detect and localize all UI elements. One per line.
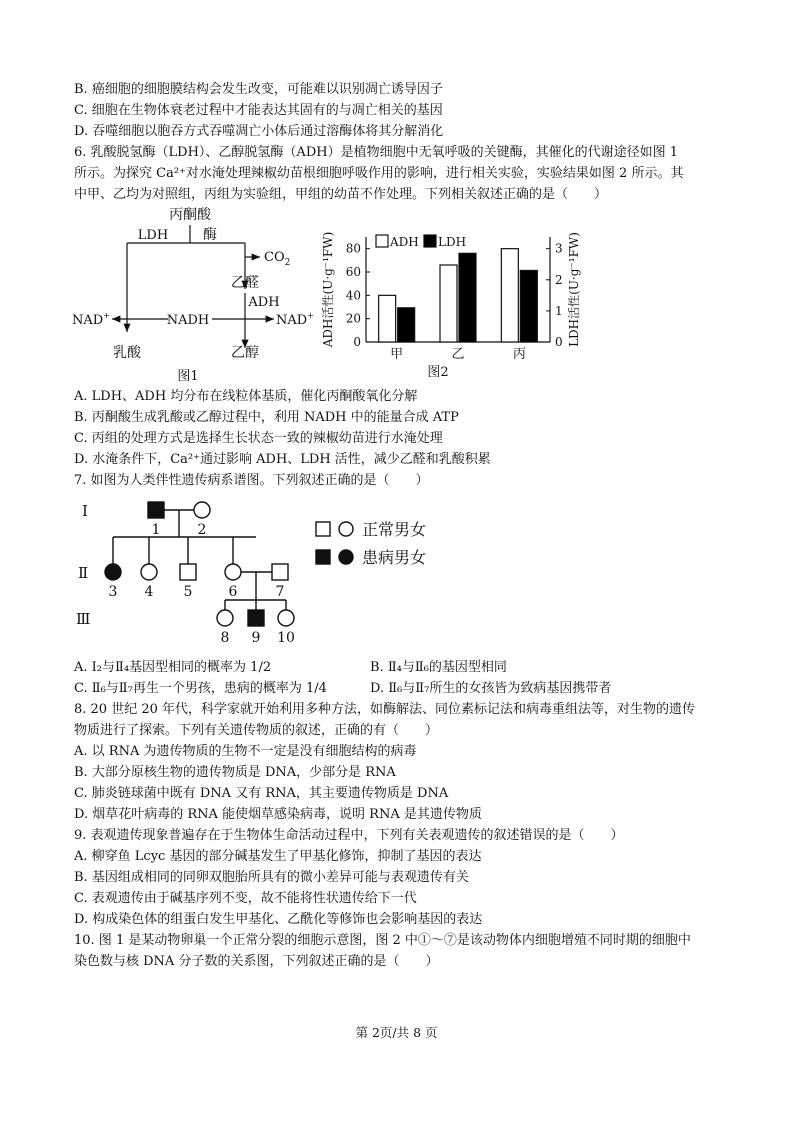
q9-stem: 9. 表观遗传现象普遍存在于生物体生命活动过程中，下列有关表观遗传的叙述错误的是（ ） [74, 828, 624, 843]
enzyme-label: 酶 [203, 227, 217, 243]
svg-text:5: 5 [183, 584, 193, 600]
q9-option-c: C. 表观遗传由于碱基序列不变，故不能将性状遗传给下一代 [74, 891, 417, 906]
q8-option-a: A. 以 RNA 为遗传物质的生物不一定是没有细胞结构的病毒 [74, 744, 417, 759]
ldh-label: LDH [137, 228, 169, 243]
q6-option-a: A. LDH、ADH 均分布在线粒体基质，催化丙酮酸氧化分解 [74, 389, 418, 404]
legend-label-adh: ADH [390, 235, 419, 249]
legend-affected-label: 患病男女 [362, 548, 427, 567]
gen-label-1: Ⅰ [82, 502, 88, 520]
figure-1-caption: 图1 [177, 369, 199, 384]
q6-stem-line-3: 中甲、乙均为对照组，丙组为实验组，甲组的幼苗不作处理。下列相关叙述正确的是（ ） [74, 187, 608, 202]
figure-1-pathway-diagram [70, 205, 325, 390]
svg-text:7: 7 [275, 584, 285, 600]
lactate-label: 乳酸 [113, 345, 141, 361]
gen-label-2: Ⅱ [78, 564, 89, 582]
nad-right-label: NAD+ [276, 311, 314, 328]
q7-option-a: A. Ⅰ₂与Ⅱ₄基因型相同的概率为 1/2 [74, 660, 272, 675]
right-axis-title: LDH活性(U·g⁻¹FW) [567, 232, 581, 347]
legend-swatch-ldh [424, 235, 436, 247]
svg-text:3: 3 [108, 584, 118, 600]
q5-option-c: C. 细胞在生物体衰老过程中才能表达其固有的与凋亡相关的基因 [74, 103, 443, 118]
svg-text:10: 10 [277, 630, 295, 646]
individual-7-normal-male [272, 564, 288, 580]
left-tick-label: 60 [345, 265, 361, 279]
bar-adh-2 [501, 249, 518, 342]
q9-option-b: B. 基因组成相同的同卵双胞胎所具有的微小差异可能与表观遗传有关 [74, 870, 469, 885]
page-footer: 第 2页/共 8 页 [355, 1025, 438, 1040]
right-tick-label: 1 [555, 303, 563, 318]
left-tick-label: 20 [345, 311, 361, 326]
bar-ldh-0 [398, 308, 415, 342]
bar-adh-0 [379, 295, 396, 342]
q6-stem-line-1: 6. 乳酸脱氢酶（LDH）、乙醇脱氢酶（ADH）是植物细胞中无氧呼吸的关键酶，其催化的代谢途径如图 1 [74, 145, 678, 160]
left-axis-title: ADH活性(U·g⁻¹FW) [321, 231, 335, 348]
q9-option-a: A. 柳穿鱼 Lcyc 基因的部分碱基发生了甲基化修饰，抑制了基因的表达 [74, 849, 482, 864]
bar-ldh-1 [459, 253, 476, 342]
q9-option-d: D. 构成染色体的组蛋白发生甲基化、乙酰化等修饰也会影响基因的表达 [74, 912, 483, 927]
svg-text:8: 8 [220, 630, 230, 646]
q6-stem-line-2: 所示。为探究 Ca²⁺对水淹处理辣椒幼苗根细胞呼吸作用的影响，进行相关实验，实验结果如图 2 所示。其 [74, 166, 684, 181]
individual-1-affected-male [148, 502, 164, 518]
svg-text:1: 1 [151, 522, 161, 538]
bar-adh-1 [440, 265, 457, 342]
legend-affected-female-symbol [339, 550, 353, 564]
individual-5-normal-male [180, 564, 196, 580]
individual-3-affected-female [105, 564, 121, 580]
category-label: 乙 [451, 347, 465, 362]
q7-option-b: B. Ⅱ₄与Ⅱ₆的基因型相同 [370, 660, 507, 675]
q8-option-c: C. 肺炎链球菌中既有 DNA 又有 RNA，其主要遗传物质是 DNA [74, 786, 449, 801]
q8-stem-line-1: 8. 20 世纪 20 年代，科学家就开始利用多种方法，如酶解法、同位素标记法和病毒重组法等，对生物的遗传 [74, 702, 696, 717]
svg-text:6: 6 [228, 584, 238, 600]
individual-6-normal-female [225, 564, 241, 580]
q5-option-d: D. 吞噬细胞以胞吞方式吞噬凋亡小体后通过溶酶体将其分解消化 [74, 124, 444, 139]
ethanol-label: 乙醇 [231, 345, 259, 361]
svg-text:9: 9 [251, 630, 261, 646]
left-tick-label: 40 [345, 288, 361, 303]
svg-text:2: 2 [197, 522, 207, 538]
legend-normal-male-symbol [316, 522, 330, 536]
right-tick-label: 0 [555, 335, 563, 349]
right-tick-label: 3 [555, 241, 563, 256]
individual-2-normal-female [194, 502, 210, 518]
adh-label: ADH [248, 295, 280, 310]
individual-10-normal-female [278, 610, 294, 626]
legend-label-ldh: LDH [438, 235, 467, 249]
category-label: 甲 [390, 347, 404, 362]
svg-text:4: 4 [144, 584, 154, 600]
legend-normal-label: 正常男女 [362, 520, 427, 539]
category-label: 丙 [512, 347, 526, 362]
individual-8-normal-female [217, 610, 233, 626]
q5-option-b: B. 癌细胞的细胞膜结构会发生改变，可能难以识别凋亡诱导因子 [74, 82, 443, 97]
individual-9-affected-male [248, 610, 264, 626]
q7-option-d: D. Ⅱ₆与Ⅱ₇所生的女孩皆为致病基因携带者 [370, 681, 612, 696]
legend-normal-female-symbol [339, 522, 353, 536]
legend-swatch-adh [376, 235, 388, 247]
gen-label-3: Ⅲ [76, 610, 91, 628]
q8-stem-line-2: 物质进行了探索。下列有关遗传物质的叙述，正确的有（ ） [74, 723, 439, 738]
figure-2-bar-chart [318, 225, 588, 385]
q6-option-b: B. 丙酮酸生成乳酸或乙醇过程中，利用 NADH 中的能量合成 ATP [74, 410, 459, 425]
nadh-label: NADH [166, 313, 210, 328]
pyruvate-label: 丙酮酸 [169, 207, 211, 223]
q7-option-c: C. Ⅱ₆与Ⅱ₇再生一个男孩，患病的概率为 1/4 [74, 681, 327, 696]
q10-stem-line-1: 10. 图 1 是某动物卵巢一个正常分裂的细胞示意图，图 2 中①～⑦是该动物体内细胞增殖不同时期的细胞中 [74, 933, 691, 948]
q7-stem: 7. 如图为人类伴性遗传病系谱图。下列叙述正确的是（ ） [74, 473, 429, 488]
left-tick-label: 0 [353, 335, 361, 349]
pedigree-chart [70, 492, 470, 652]
q6-option-c: C. 丙组的处理方式是选择生长状态一致的辣椒幼苗进行水淹处理 [74, 431, 443, 446]
acetaldehyde-label: 乙醛 [231, 275, 259, 291]
figure-2-caption: 图2 [427, 365, 449, 380]
legend-affected-male-symbol [316, 550, 330, 564]
q10-stem-line-2: 染色数与核 DNA 分子数的关系图，下列叙述正确的是（ ） [74, 954, 439, 969]
right-tick-label: 2 [555, 272, 563, 287]
nad-left-label: NAD+ [72, 311, 110, 328]
q8-option-d: D. 烟草花叶病毒的 RNA 能使烟草感染病毒，说明 RNA 是其遗传物质 [74, 807, 482, 822]
q6-option-d: D. 水淹条件下，Ca²⁺通过影响 ADH、LDH 活性，减少乙醛和乳酸积累 [74, 452, 491, 467]
left-tick-label: 80 [345, 241, 361, 256]
bar-ldh-2 [520, 270, 537, 342]
individual-4-normal-female [141, 564, 157, 580]
co2-label: $CO_2$ [264, 250, 291, 268]
q8-option-b: B. 大部分原核生物的遗传物质是 DNA，少部分是 RNA [74, 765, 396, 780]
